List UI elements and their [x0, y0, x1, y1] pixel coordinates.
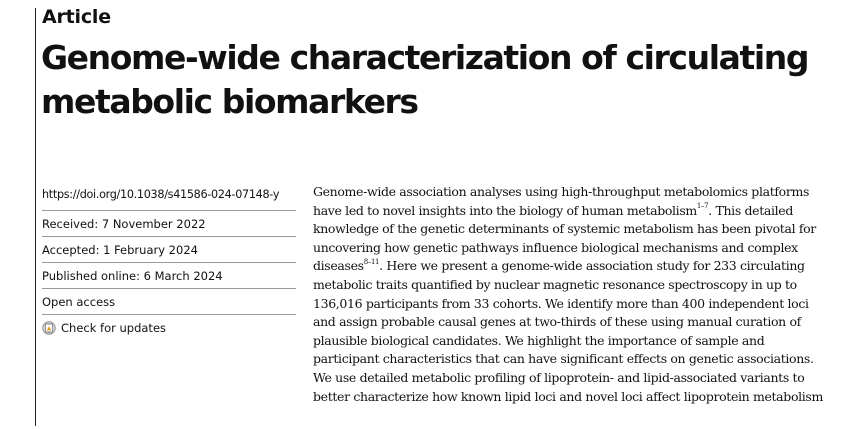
open-access-label: Open access — [42, 288, 296, 314]
abstract-line: and assign probable causal genes at two-thirds of these using manual curation of — [313, 314, 801, 330]
abstract-line: participant characteristics that can have significant effects on genetic associations. — [313, 351, 814, 367]
abstract-line: better characterize how known lipid loci and novel loci affect lipoprotein metabolism — [313, 388, 823, 404]
abstract-line: Genome-wide association analyses using high-throughput metabolomics platforms — [313, 184, 810, 199]
abstract-line — [313, 257, 863, 276]
article-title — [41, 36, 861, 124]
left-rule-divider — [35, 8, 36, 426]
check-for-updates-label: Check for updates — [61, 320, 167, 335]
abstract-line: We use detailed metabolic profiling of lipoprotein- and lipid-associated variants to — [313, 369, 805, 385]
received-date: Received: 7 November 2022 — [42, 210, 296, 236]
abstract-text-segment: have led to novel insights into the biology of human metabolism — [313, 202, 697, 218]
abstract-text — [313, 183, 863, 406]
citation-superscript[interactable]: 8–11 — [363, 258, 380, 267]
doi-link[interactable]: https://doi.org/10.1038/s41586-024-07148-y — [42, 188, 280, 201]
abstract-text-segment: . This detailed — [708, 202, 793, 218]
abstract-line: 136,016 participants from 33 cohorts. We identify more than 400 independent loci — [313, 295, 809, 311]
abstract-line: knowledge of the genetic determinants of systemic metabolism has been pivotal for — [313, 221, 816, 237]
title-line-2: metabolic biomarkers — [41, 82, 418, 121]
check-for-updates-icon — [42, 321, 56, 335]
abstract-line: metabolic traits quantified by nuclear magnetic resonance spectroscopy in up to — [313, 276, 797, 292]
abstract-text-segment: . Here we present a genome-wide association study for 233 circulating — [379, 258, 805, 274]
abstract-text-segment: diseases — [313, 258, 364, 274]
article-type-label: Article — [42, 6, 111, 28]
article-metadata — [42, 187, 296, 340]
title-line-1: Genome-wide characterization of circulating — [41, 38, 809, 77]
abstract-line: uncovering how genetic pathways influence biological mechanisms and complex — [313, 239, 798, 255]
abstract-line — [313, 202, 863, 221]
published-date: Published online: 6 March 2024 — [42, 262, 296, 288]
check-for-updates-link[interactable] — [42, 314, 296, 340]
abstract-line: plausible biological candidates. We highlight the importance of sample and — [313, 332, 765, 348]
accepted-date: Accepted: 1 February 2024 — [42, 236, 296, 262]
citation-superscript[interactable]: 1–7 — [696, 202, 709, 211]
